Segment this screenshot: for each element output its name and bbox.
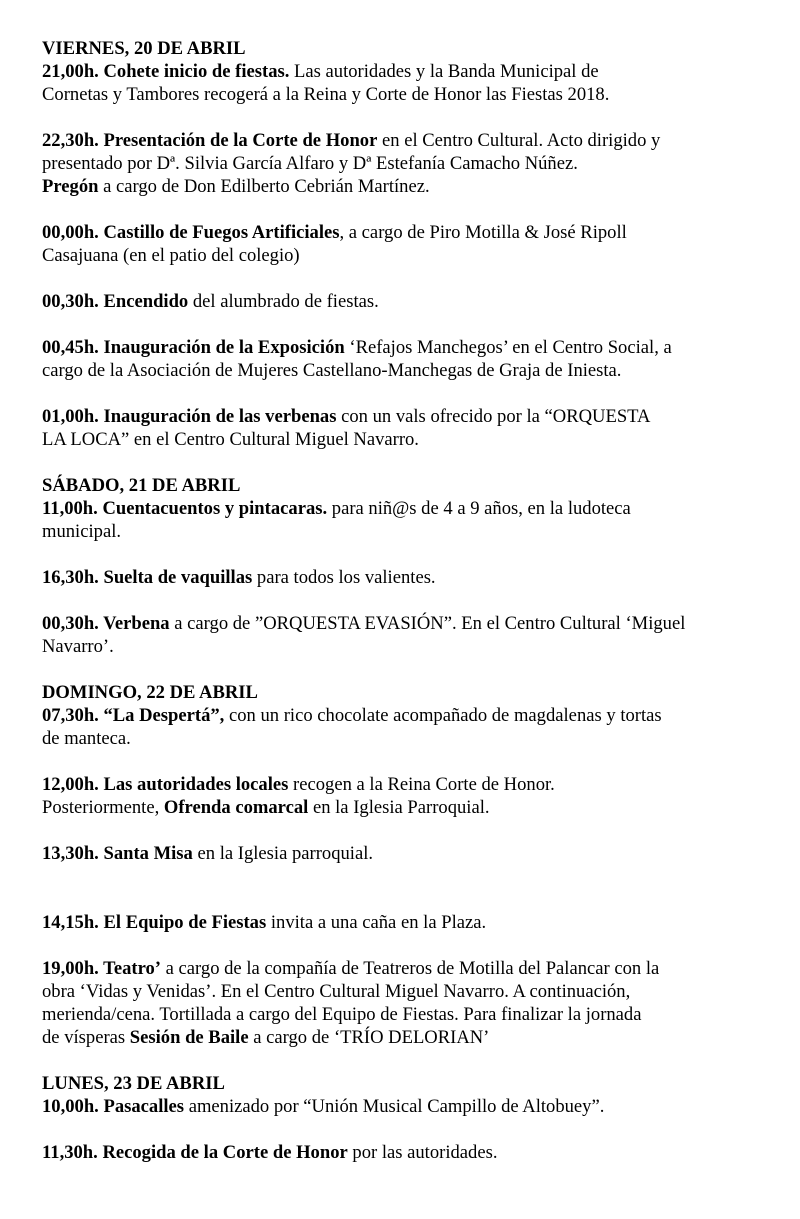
event-description-text: Navarro’.: [42, 636, 114, 657]
day-heading: LUNES, 23 DE ABRIL: [42, 1073, 225, 1094]
event-line: [42, 129, 742, 152]
event-description-text: a cargo de Don Edilberto Cebrián Martínez.: [98, 176, 430, 197]
event-line: [42, 359, 742, 382]
event-description-text: de manteca.: [42, 728, 131, 749]
event-highlight-text: Sesión de Baile: [129, 1027, 249, 1048]
event-highlight-text: 22,30h. Presentación de la Corte de Honor: [42, 130, 378, 151]
event-entry: [42, 497, 742, 543]
event-entry: [42, 405, 742, 451]
event-description-text: recogen a la Reina Corte de Honor.: [288, 774, 555, 795]
day-heading: VIERNES, 20 DE ABRIL: [42, 38, 246, 59]
event-description-text: del alumbrado de fiestas.: [188, 291, 379, 312]
event-description-text: de vísperas: [42, 1027, 130, 1048]
event-description-text: en la Iglesia Parroquial.: [308, 797, 490, 818]
event-highlight-text: 10,00h. Pasacalles: [42, 1096, 185, 1117]
day-section: [42, 37, 742, 451]
event-highlight-text: 11,30h. Recogida de la Corte de Honor: [42, 1142, 348, 1163]
event-description-text: en el Centro Cultural. Acto dirigido y: [377, 130, 661, 151]
event-description-text: con un vals ofrecido por la “ORQUESTA: [336, 406, 651, 427]
event-line: [42, 1095, 742, 1118]
event-entry: [42, 911, 742, 934]
event-highlight-text: 00,30h. Encendido: [42, 291, 189, 312]
event-highlight-text: 16,30h. Suelta de vaquillas: [42, 567, 253, 588]
event-description-text: cargo de la Asociación de Mujeres Castellano-Manchegas de Graja de Iniesta.: [42, 360, 622, 381]
event-description-text: a cargo de ‘TRÍO DELORIAN’: [248, 1027, 490, 1048]
event-highlight-text: 14,15h. El Equipo de Fiestas: [42, 912, 267, 933]
event-line: [42, 911, 742, 934]
event-highlight-text: 11,00h. Cuentacuentos y pintacaras.: [42, 498, 328, 519]
event-line: [42, 1026, 742, 1049]
event-line: [42, 83, 742, 106]
event-line: [42, 428, 742, 451]
event-highlight-text: Pregón: [42, 176, 99, 197]
event-line: [42, 60, 742, 83]
day-section: [42, 681, 742, 1049]
event-description-text: invita a una caña en la Plaza.: [266, 912, 487, 933]
event-highlight-text: 13,30h. Santa Misa: [42, 843, 193, 864]
event-highlight-text: 07,30h. “La Despertá”,: [42, 705, 225, 726]
event-line: [42, 773, 742, 796]
event-highlight-text: 01,00h. Inauguración de las verbenas: [42, 406, 337, 427]
event-description-text: presentado por Dª. Silvia García Alfaro y Dª Estefanía Camacho Núñez.: [42, 153, 578, 174]
event-line: [42, 1141, 742, 1164]
event-description-text: municipal.: [42, 521, 122, 542]
event-entry: [42, 566, 742, 589]
event-line: [42, 405, 742, 428]
event-description-text: a cargo de ”ORQUESTA EVASIÓN”. En el Centro Cultural ‘Miguel: [169, 613, 686, 634]
event-entry: [42, 1141, 742, 1164]
event-entry: [42, 957, 742, 1049]
event-entry: [42, 60, 742, 106]
event-description-text: en la Iglesia parroquial.: [192, 843, 374, 864]
event-entry: [42, 129, 742, 198]
event-highlight-text: 00,45h. Inauguración de la Exposición: [42, 337, 345, 358]
fiestas-program-document: [42, 37, 742, 1187]
event-description-text: LA LOCA” en el Centro Cultural Miguel Navarro.: [42, 429, 419, 450]
event-highlight-text: Ofrenda comarcal: [163, 797, 309, 818]
event-line: [42, 175, 742, 198]
day-section: [42, 474, 742, 658]
event-highlight-text: 00,00h. Castillo de Fuegos Artificiales: [42, 222, 340, 243]
event-line: [42, 336, 742, 359]
event-description-text: amenizado por “Unión Musical Campillo de Altobuey”.: [184, 1096, 605, 1117]
event-line: [42, 704, 742, 727]
event-line: [42, 635, 742, 658]
event-line: [42, 520, 742, 543]
event-highlight-text: 21,00h. Cohete inicio de fiestas.: [42, 61, 290, 82]
event-line: [42, 796, 742, 819]
event-description-text: , a cargo de Piro Motilla & José Ripoll: [339, 222, 627, 243]
event-entry: [42, 842, 742, 865]
event-description-text: para todos los valientes.: [252, 567, 436, 588]
day-heading: SÁBADO, 21 DE ABRIL: [42, 475, 241, 496]
event-description-text: merienda/cena. Tortillada a cargo del Equipo de Fiestas. Para finalizar la jornada: [42, 1004, 642, 1025]
event-highlight-text: 12,00h. Las autoridades locales: [42, 774, 289, 795]
event-line: [42, 152, 742, 175]
event-description-text: obra ‘Vidas y Venidas’. En el Centro Cultural Miguel Navarro. A continuación,: [42, 981, 631, 1002]
event-highlight-text: 19,00h. Teatro’: [42, 958, 161, 979]
event-line: [42, 842, 742, 865]
day-section: [42, 1072, 742, 1164]
event-line: [42, 497, 742, 520]
event-line: [42, 566, 742, 589]
event-line: [42, 290, 742, 313]
event-description-text: Casajuana (en el patio del colegio): [42, 245, 300, 266]
event-description-text: con un rico chocolate acompañado de magdalenas y tortas: [224, 705, 662, 726]
event-description-text: para niñ@s de 4 a 9 años, en la ludoteca: [327, 498, 631, 519]
event-line: [42, 244, 742, 267]
event-line: [42, 727, 742, 750]
event-description-text: a cargo de la compañía de Teatreros de Motilla del Palancar con la: [160, 958, 660, 979]
event-entry: [42, 612, 742, 658]
event-line: [42, 957, 742, 980]
event-description-text: Las autoridades y la Banda Municipal de: [289, 61, 599, 82]
event-line: [42, 221, 742, 244]
event-description-text: ‘Refajos Manchegos’ en el Centro Social, a: [344, 337, 672, 358]
event-description-text: por las autoridades.: [347, 1142, 498, 1163]
event-line: [42, 1003, 742, 1026]
event-entry: [42, 773, 742, 819]
event-description-text: Cornetas y Tambores recogerá a la Reina y Corte de Honor las Fiestas 2018.: [42, 84, 610, 105]
event-entry: [42, 704, 742, 750]
event-line: [42, 612, 742, 635]
event-line: [42, 980, 742, 1003]
event-entry: [42, 221, 742, 267]
event-entry: [42, 290, 742, 313]
event-highlight-text: 00,30h. Verbena: [42, 613, 170, 634]
event-entry: [42, 336, 742, 382]
day-heading: DOMINGO, 22 DE ABRIL: [42, 682, 258, 703]
event-entry: [42, 1095, 742, 1118]
event-description-text: Posteriormente,: [42, 797, 164, 818]
